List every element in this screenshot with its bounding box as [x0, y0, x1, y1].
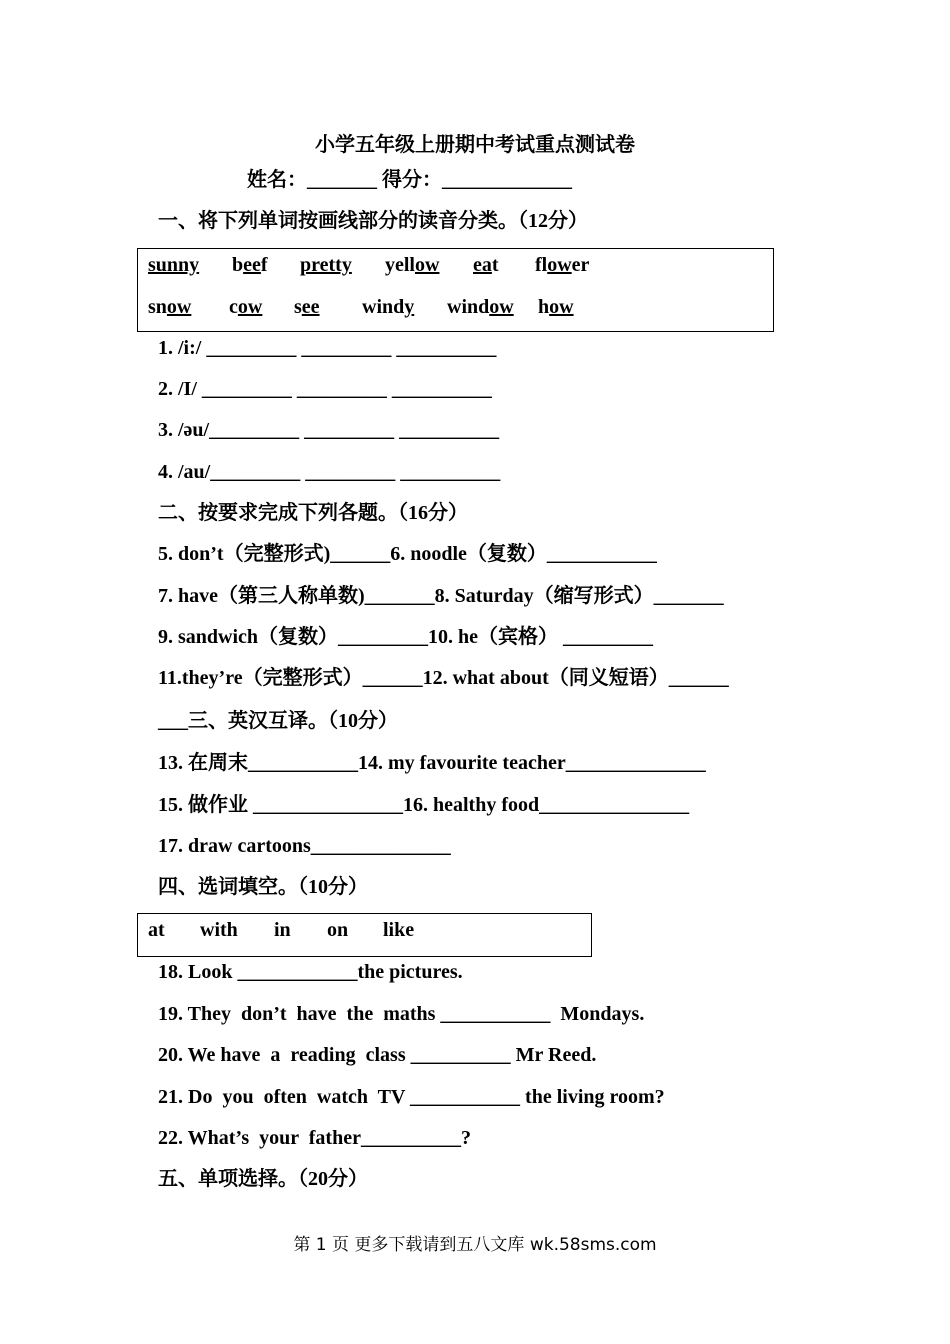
phonics-word-r2-0: snow	[148, 296, 192, 318]
item-19: 19. They don’t have the maths ___________ Mondays.	[158, 1003, 645, 1025]
item-15-16: 15. 做作业 _______________16. healthy food_______________	[158, 794, 690, 816]
phonics-word-r1-3: yellow	[385, 254, 440, 276]
item-5-6: 5. don’t（完整形式)______6. noodle（复数）___________	[158, 543, 657, 565]
item-13-14: 13. 在周末___________14. my favourite teacher______________	[158, 752, 706, 774]
name-score-line: 姓名：_______ 得分：_____________	[247, 169, 572, 191]
phonics-word-r1-5: flower	[535, 254, 590, 276]
phonics-word-r2-1: cow	[229, 296, 263, 318]
phonics-word-r2-4: window	[447, 296, 514, 318]
phonics-word-r1-0: sunny	[148, 254, 200, 276]
section2-heading: 二、按要求完成下列各题。（16分）	[158, 502, 468, 524]
item-1: 1. /i:/ _________ _________ __________	[158, 337, 497, 359]
phonics-word-r1-4: eat	[473, 254, 499, 276]
section5-heading: 五、单项选择。（20分）	[158, 1168, 368, 1190]
item-11-12: 11.they’re（完整形式）______12. what about（同义短语）______	[158, 667, 729, 689]
phonics-word-r2-3: windy	[362, 296, 415, 318]
choice-word-3: on	[327, 919, 349, 941]
item-17: 17. draw cartoons______________	[158, 835, 451, 857]
item-21: 21. Do you often watch TV ___________ the living room?	[158, 1086, 665, 1108]
item-18: 18. Look ____________the pictures.	[158, 961, 463, 983]
section4-heading: 四、选词填空。（10分）	[158, 876, 368, 898]
page-footer: 第 1 页 更多下载请到五八文库 wk.58sms.com	[293, 1235, 657, 1255]
item-20: 20. We have a reading class __________ Mr Reed.	[158, 1044, 597, 1066]
choice-word-2: in	[274, 919, 291, 941]
item-22: 22. What’s your father__________?	[158, 1127, 471, 1149]
phonics-word-r1-1: beef	[232, 254, 268, 276]
item-3: 3. /əu/_________ _________ __________	[158, 419, 500, 441]
section3-heading: ___三、英汉互译。（10分）	[158, 710, 398, 732]
item-4: 4. /au/_________ _________ __________	[158, 461, 501, 483]
item-2: 2. /I/ _________ _________ __________	[158, 378, 492, 400]
item-7-8: 7. have（第三人称单数)_______8. Saturday（缩写形式）_______	[158, 585, 724, 607]
phonics-word-r2-5: how	[538, 296, 574, 318]
choice-word-1: with	[200, 919, 238, 941]
choice-word-4: like	[383, 919, 415, 941]
item-9-10: 9. sandwich（复数）_________10. he（宾格） _________	[158, 626, 654, 648]
choice-word-0: at	[148, 919, 165, 941]
phonics-word-r1-2: pretty	[300, 254, 352, 276]
page-title: 小学五年级上册期中考试重点测试卷	[315, 134, 635, 156]
phonics-word-r2-2: see	[294, 296, 320, 318]
section1-heading: 一、将下列单词按画线部分的读音分类。（12分）	[158, 210, 588, 232]
